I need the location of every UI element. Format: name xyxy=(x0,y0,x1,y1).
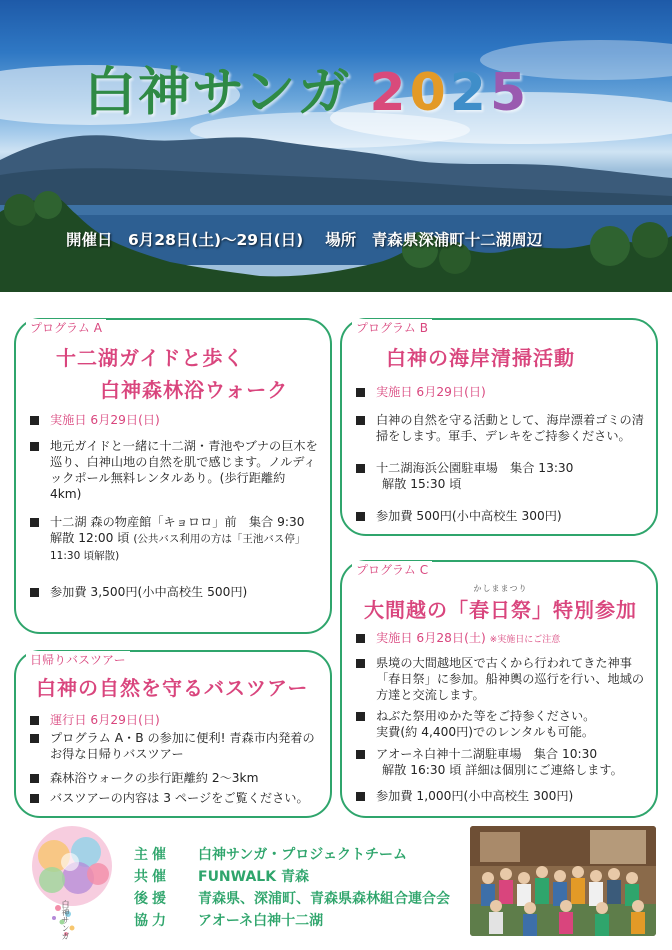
bullet-square-icon xyxy=(356,750,365,759)
program-c-label: プログラム C xyxy=(352,561,432,578)
program-b-meet-time: 十二湖海浜公園駐車場 集合 13:30 xyxy=(376,461,574,475)
bullet-square-icon xyxy=(356,388,365,397)
sponsor-role: 後援 xyxy=(134,891,170,907)
sponsor-cooperation xyxy=(134,910,323,930)
program-c-bring-line2: 実費(約 4,400円)でのレンタルも可能。 xyxy=(376,725,595,739)
festival-name xyxy=(448,584,553,623)
program-c-meet-time: アオーネ白神十二湖駐車場 集合 10:30 xyxy=(376,747,598,761)
hero-banner xyxy=(0,0,672,292)
event-date-place xyxy=(66,228,542,250)
program-a-label: プログラム A xyxy=(26,319,106,336)
program-a-meet-time: 十二湖 森の物産館「キョロロ」前 集合 9:30 xyxy=(50,515,305,529)
bullet-square-icon xyxy=(30,588,39,597)
event-place: 場所 青森県深浦町十二湖周辺 xyxy=(325,231,543,249)
bus-tour-item3-text: バスツアーの内容は 3 ページをご覧ください。 xyxy=(50,791,309,805)
sponsor-organizer xyxy=(134,844,407,864)
program-c-date-note: ※実施日にご注意 xyxy=(489,635,561,645)
program-b-desc xyxy=(356,412,648,444)
program-a-dismiss-note: (公共バス利用の方は「王池バス停」11:30 頃解散) xyxy=(50,533,306,562)
festival-ruby: かしままつり xyxy=(473,584,528,593)
bus-tour-date xyxy=(30,712,320,728)
bullet-square-icon xyxy=(30,442,39,451)
sponsor-value: FUNWALK 青森 xyxy=(198,869,309,885)
program-c-dismiss: 解散 16:30 頃 詳細は個別にご連絡します。 xyxy=(382,763,623,777)
sponsor-cohost xyxy=(134,866,309,886)
bus-tour-date-text: 運行日 6月29日(日) xyxy=(50,713,160,727)
year-digit: 2 xyxy=(369,63,410,123)
bullet-square-icon xyxy=(356,416,365,425)
program-b-label: プログラム B xyxy=(352,319,432,336)
bus-tour-item1 xyxy=(30,730,320,762)
program-c-bring-line1: ねぶた祭用ゆかた等をご持参ください。 xyxy=(376,709,596,723)
program-a-desc-text: 地元ガイドと一緒に十二湖・青池やブナの巨木を巡り、白神山地の自然を肌で感じます。ノルディックポール無料レンタルあり。(歩行距離約 4km) xyxy=(50,439,318,501)
program-a-meet xyxy=(30,514,318,564)
bus-tour-label: 日帰りバスツアー xyxy=(26,651,130,668)
program-c-date-text: 実施日 6月28日(土) xyxy=(376,631,486,645)
program-b-title: 白神の海岸清掃活動 xyxy=(386,346,575,370)
shirakami-sanga-logo xyxy=(18,822,126,940)
program-c-meet xyxy=(356,746,648,778)
bullet-square-icon xyxy=(30,774,39,783)
bullet-square-icon xyxy=(356,634,365,643)
program-c-title xyxy=(364,584,637,623)
program-b-desc-text: 白神の自然を守る活動として、海岸漂着ゴミの清掃をします。軍手、デレキをご持参ください。 xyxy=(376,413,644,443)
program-b-fee xyxy=(356,508,648,524)
bullet-square-icon xyxy=(30,794,39,803)
sponsor-value: 白神サンガ・プロジェクトチーム xyxy=(198,847,408,863)
event-year xyxy=(369,63,530,123)
program-c-meet-text xyxy=(356,746,648,778)
program-a-dismiss: 解散 12:00 頃 xyxy=(50,531,130,545)
sponsor-role: 共催 xyxy=(134,869,170,885)
program-a-meet-text xyxy=(30,514,318,564)
program-a-date xyxy=(30,412,320,428)
program-c-fee xyxy=(356,788,648,804)
bullet-square-icon xyxy=(30,518,39,527)
program-a-desc xyxy=(30,438,318,502)
program-c-desc xyxy=(356,655,648,703)
program-b-date-text: 実施日 6月29日(日) xyxy=(376,385,486,399)
bus-tour-item3 xyxy=(30,790,320,806)
program-a-date-text: 実施日 6月29日(日) xyxy=(50,413,160,427)
event-date: 開催日 6月28日(土)～29日(日) xyxy=(66,231,304,249)
bullet-square-icon xyxy=(356,512,365,521)
sponsor-role: 主催 xyxy=(134,847,170,863)
program-c-bring xyxy=(356,708,648,740)
bus-tour-item1-text: プログラム A・B の参加に便利! 青森市内発着のお得な日帰りバスツアー xyxy=(50,731,315,761)
sponsor-support xyxy=(134,888,450,908)
bus-tour-item2 xyxy=(30,770,320,786)
bullet-square-icon xyxy=(30,716,39,725)
event-title xyxy=(84,50,530,125)
program-a-title-line1: 十二湖ガイドと歩く xyxy=(56,346,245,370)
program-c-title-pre: 大間越の xyxy=(364,598,448,622)
program-c-bring-text xyxy=(356,708,648,740)
bullet-square-icon xyxy=(30,734,39,743)
event-title-main: 白神サンガ xyxy=(84,63,352,123)
program-c-date xyxy=(356,630,652,648)
program-c-fee-text: 参加費 1,000円(小中高校生 300円) xyxy=(376,789,574,803)
logo-caption: 白神サンガ xyxy=(61,900,70,940)
program-a-fee xyxy=(30,584,318,600)
year-digit: 2 xyxy=(449,63,490,123)
sponsor-value: アオーネ白神十二湖 xyxy=(198,913,324,929)
program-c-title-post: 特別参加 xyxy=(553,598,637,622)
program-a-fee-text: 参加費 3,500円(小中高校生 500円) xyxy=(50,585,248,599)
program-b-meet xyxy=(356,460,648,492)
program-a-title-line2: 白神森林浴ウォーク xyxy=(100,378,289,402)
sponsor-value: 青森県、深浦町、青森県森林組合連合会 xyxy=(198,891,450,907)
bullet-square-icon xyxy=(356,464,365,473)
program-b-meet-text xyxy=(356,460,648,492)
year-digit: 0 xyxy=(409,63,450,123)
bullet-square-icon xyxy=(356,792,365,801)
bus-tour-title: 白神の自然を守るバスツアー xyxy=(36,676,309,700)
sponsor-role: 協力 xyxy=(134,913,170,929)
program-b-date xyxy=(356,384,646,400)
year-digit: 5 xyxy=(489,63,531,123)
program-c-desc-text: 県境の大間越地区で古くから行われてきた神事「春日祭」に参加。船神輿の巡行を行い、地域の方達と交流します。 xyxy=(376,656,645,702)
bullet-square-icon xyxy=(356,712,365,721)
group-photo xyxy=(470,826,656,936)
program-b-fee-text: 参加費 500円(小中高校生 300円) xyxy=(376,509,562,523)
bullet-square-icon xyxy=(356,659,365,668)
bus-tour-item2-text: 森林浴ウォークの歩行距離約 2～3km xyxy=(50,771,259,785)
bullet-square-icon xyxy=(30,416,39,425)
program-b-dismiss: 解散 15:30 頃 xyxy=(382,477,462,491)
festival-title: 「春日祭」 xyxy=(448,598,553,622)
